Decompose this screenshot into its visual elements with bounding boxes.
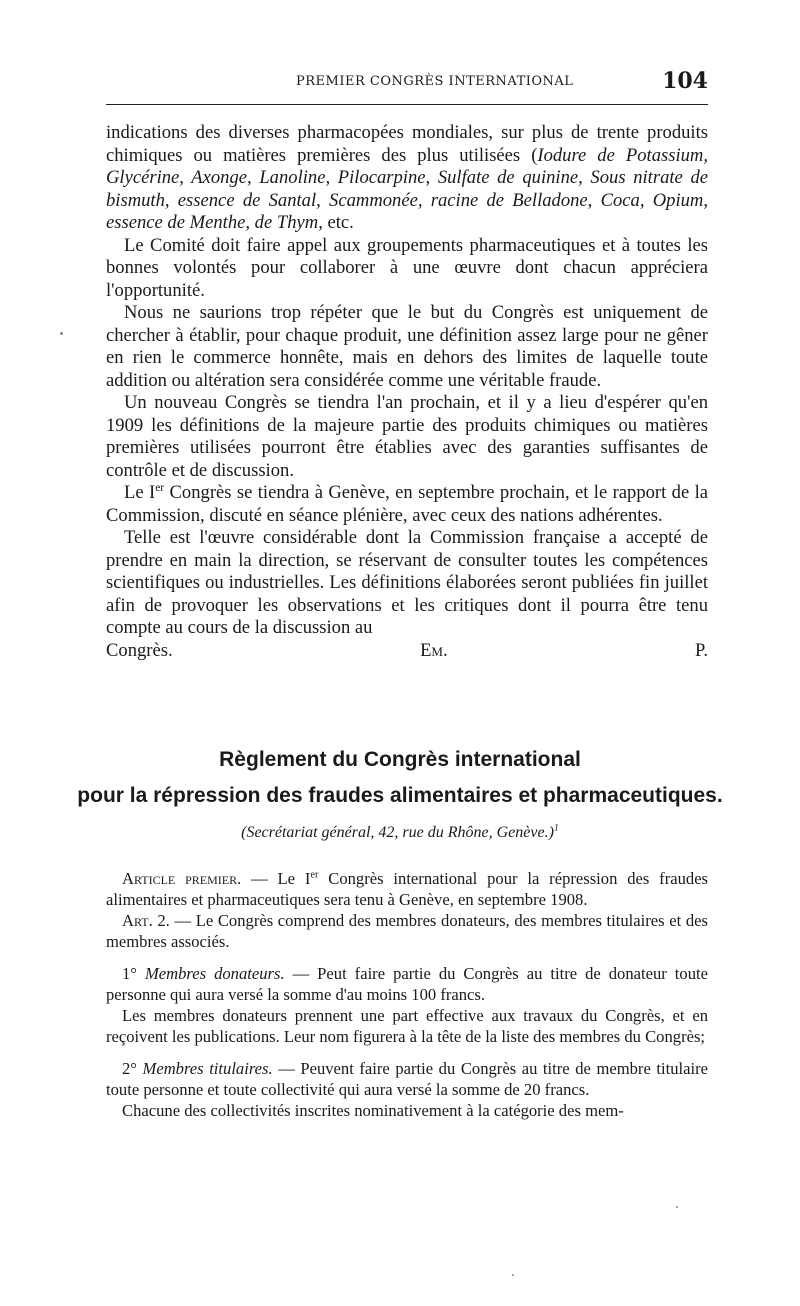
paragraph-next-congress: Un nouveau Congrès se tiendra l'an prochain, et il y a lieu d'espérer qu'en 1909 les définitions de la majeure partie des produits chimiques ou matières premières utilisées pourront être établies avec des garanties suffisantes de contrôle et de discussion. (106, 392, 708, 481)
paragraph-congress-goal: Nous ne saurions trop répéter que le but du Congrès est uniquement de chercher à établir, pour chaque produit, une définition assez large pour ne gêner en rien le commerce honnête, mais en dehors des limites de laquelle toute addition ou altération sera considérée comme une véritable fraude. (106, 302, 708, 391)
article-2: Art. 2. — Le Congrès comprend des membres donateurs, des membres titulaires et des membres associés. (106, 911, 708, 951)
members-collectivities: Chacune des collectivités inscrites nominativement à la catégorie des mem- (122, 1101, 624, 1120)
body-section-report (106, 122, 708, 662)
paper-speck (512, 1274, 514, 1276)
signature: Em. P. (420, 639, 708, 661)
header-rule (106, 104, 708, 105)
members-titular: 2° Membres titulaires. — Peuvent faire partie du Congrès au titre de membre titulaire toute personne et toute collectivité qui aura versé la somme de 20 francs. (106, 1059, 708, 1099)
paragraph-commission: Telle est l'œuvre considérable dont la Commission française a accepté de prendre en main la direction, se réservant de consulter toutes les compétences scientifiques ou industrielles. Les définitions élaborées seront publiées fin juillet afin de provoquer les observations et les critiques dont il pourra être tenu compte au cours de la discussion au (106, 527, 708, 638)
running-header (106, 68, 708, 96)
paper-speck (676, 1206, 678, 1208)
paragraph-committee: Le Comité doit faire appel aux groupements pharmaceutiques et à toutes les bonnes volontés pour collaborer à une œuvre dont chacun appréciera l'opportunité. (106, 234, 708, 301)
secretariat-address: (Secrétariat général, 42, rue du Rhône, Genève.)$^1$ (241, 822, 559, 841)
page-number: 104 (662, 68, 708, 94)
members-donors: 1° Membres donateurs. — Peut faire partie du Congrès au titre de donateur toute personne qui aura versé la somme d'au moins 100 francs. (106, 964, 708, 1004)
footnote-marker: 1 (553, 822, 559, 834)
section-heading: Règlement du Congrès international (219, 748, 581, 771)
body-section-rules (106, 868, 708, 1121)
paragraph-pharmacopoeias: indications des diverses pharmacopées mondiales, sur plus de trente produits chimiques ou matières premières des plus utilisées (Iodure de Potassium, Glycérine, Axonge, Lanoline, Pilocarpine, Sulfate de quinine, Sous nitrate de bismuth, essence de Santal, Scammonée, racine de Belladone, Coca, Opium, essence de Menthe, de Thym, etc. (106, 122, 708, 233)
running-title: PREMIER CONGRÈS INTERNATIONAL (296, 74, 574, 89)
paper-speck (60, 332, 63, 335)
section-subheading: pour la répression des fraudes alimentaires et pharmaceutiques. (77, 784, 723, 807)
signoff-line: Congrès. Em. P. (106, 639, 708, 661)
product-list: Iodure de Potassium, Glycérine, Axonge, Lanoline, Pilocarpine, Sulfate de quinine, Sous nitrate de bismuth, essence de Santal, Scammonée, racine de Belladone, Coca, Opium, essence de Menthe, de Thym, (106, 144, 708, 233)
paragraph-geneva: Le Ier Congrès se tiendra à Genève, en septembre prochain, et le rapport de la Commission, discuté en séance plénière, avec ceux des nations adhérentes. (106, 481, 708, 526)
members-donors-details: Les membres donateurs prennent une part effective aux travaux du Congrès, et en reçoivent les publications. Leur nom figurera à la tête de la liste des membres du Congrès; (106, 1006, 708, 1046)
article-1: Article premier. — Le Ier Congrès international pour la répression des fraudes alimentaires et pharmaceutiques sera tenu à Genève, en septembre 1908. (106, 869, 709, 909)
